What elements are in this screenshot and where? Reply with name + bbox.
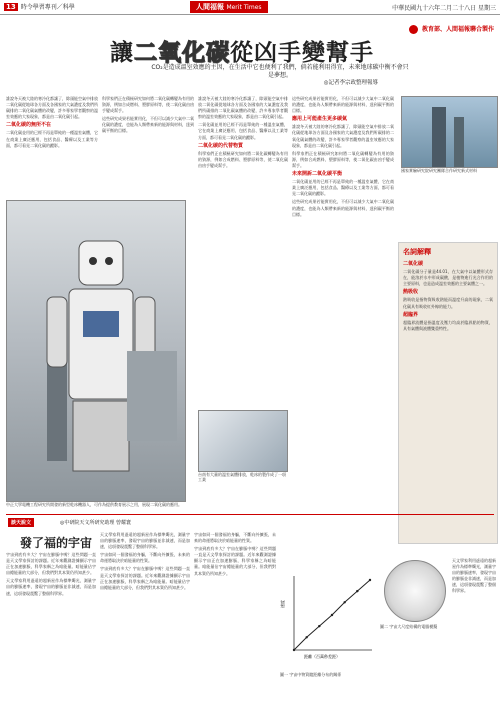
data-point — [356, 590, 358, 592]
robot-photo — [6, 200, 186, 502]
velocity-distance-chart — [280, 568, 376, 672]
article-paragraph: 宇宙如同一個發福的身軀，不斷向外擴張，未來的命運將取決於暗能量的性質。 — [100, 552, 190, 564]
data-point — [305, 636, 307, 638]
article-paragraph: 天文學家利用遙遠的超新星作為標準燭光，測量宇宙的膨脹速率，發現宇宙的膨脹並非減速，而是加速，這項發現震驚了整個科學界。 — [452, 558, 496, 594]
article-paragraph: 天文學家利用遙遠的超新星作為標準燭光，測量宇宙的膨脹速率，發現宇宙的膨脹並非減速，而是加速，這項發現震驚了整個科學界。 — [6, 578, 96, 596]
article-paragraph: 這些研究成果若能實用化，不但可以減少大氣中二氧化碳的濃度，也能為人類帶來新的能源與材料，達到碳平衡的目標。 — [102, 116, 194, 134]
headline-highlight: 二氧化碳 — [134, 40, 230, 66]
headline-suffix: 從凶手變幫手 — [230, 40, 374, 66]
bottom-article-title: 發了福的宇宙 — [20, 536, 93, 550]
article-paragraph: 這些研究成果若能實用化，不但可以減少大氣中二氧化碳的濃度，也能為人類帶來新的能源與材料，達到碳平衡的目標。 — [292, 96, 394, 114]
article-paragraph: 誰說冬天被大陸的寒冷化都讓了，除頭能空氣中排放二氧化碳從地球各方面及各國家的大氣濃度及我們所碳排的二氧化碳氣體的改變，許多專家學者觀察的溫室效應的大家現象，都是由二氧化碳引起。 — [292, 124, 394, 148]
article-subhead: CO₂是造成溫室效應的主因，在生活中它也便利了我們，倘若能利用得宜，未來地球碳中衡不會只是夢想。 — [151, 64, 409, 79]
dry-ice-caption: 台南有大量的溫室氣體排放，乾冰的製作成了一項工業 — [198, 472, 286, 482]
article-paragraph: 科學家們正在積極研究如何將二氧化碳轉變為有用的資源，例如合成燃料、塑膠原料等，使二氧化碳由凶手變成幫手。 — [198, 150, 288, 168]
tower-caption: 國家實驗研究院研究團隊合作研究新式材料 — [401, 168, 477, 173]
glossary-text: 熱吸收是指物質吸收熱能而溫度升高的現象，二氧化碳具有吸收紅外線的能力。 — [403, 297, 493, 309]
article-paragraph: 天文學家利用遙遠的超新星作為標準燭光，測量宇宙的膨脹速率，發現宇宙的膨脹並非減速，而是加速，這項發現震驚了整個科學界。 — [100, 532, 190, 550]
robot-illustration — [7, 201, 185, 501]
column-label: 談天說文 — [8, 518, 34, 527]
article-column-2 — [102, 96, 194, 196]
glossary-sidebar — [398, 242, 498, 544]
data-point — [318, 625, 320, 627]
page-number: 13 — [6, 2, 16, 11]
data-point — [293, 649, 295, 651]
logo-subtext: Merit Times — [226, 4, 262, 11]
article-column-4 — [292, 96, 394, 526]
glossary-title: 名詞解釋 — [403, 248, 431, 256]
glossary-term: 熱吸收 — [403, 289, 419, 296]
galaxy-caption: 圖二 宇宙大尺度結構的電腦模擬 — [380, 624, 438, 629]
sponsor-text: 教育部、人間福報聯合製作 — [421, 26, 494, 33]
article-paragraph: 二氧化碳並用的已經不再是單純的一種溫室氣體，它在商業上廣泛應用，包括食品、醫療以及工業等方面，都可看見二氧化碳的蹤影。 — [292, 179, 394, 197]
tower-photo — [401, 96, 498, 168]
dry-ice-photo — [198, 410, 288, 472]
bottom-column-2 — [100, 532, 190, 692]
glossary-body — [403, 259, 493, 539]
glossary-text: 二氧化碳分子量是44.01，在大氣中以氣體形式存在，能溶於水中形成碳酸，是植物進行光合作用的主要原料，也是造成溫室效應的主要氣體之一。 — [403, 269, 493, 287]
article-paragraph: 這些研究成果若能實用化，不但可以減少大氣中二氧化碳的濃度，也能為人類帶來新的能源與材料，達到碳平衡的目標。 — [292, 199, 394, 217]
newspaper-logo — [190, 1, 268, 13]
section-title: 未來開訴二氧化碳平衡 — [292, 171, 343, 178]
article-paragraph: 科學家們正在積極研究如何將二氧化碳轉變為有用的資源，例如合成燃料、塑膠原料等，使二氧化碳由凶手變成幫手。 — [102, 96, 194, 114]
article-byline: ◎記者李宗政整理報導 — [323, 80, 378, 86]
bottom-column-1 — [6, 552, 96, 692]
bottom-column-4 — [452, 558, 496, 692]
robot-photo-caption: 中正大學電機工程研究所開發的新型乾冰機器人，可作為提供教育展示之用，展現二氧化碳的應用。 — [6, 502, 182, 507]
galaxy-photo — [384, 560, 446, 622]
data-point — [343, 601, 345, 603]
section-divider — [6, 514, 494, 515]
article-paragraph: 宇宙到底有多大？宇宙在膨脹中嗎？這些問題一直是天文學家探討的課題。近年來觀測證據顯示宇宙正在加速膨脹，科學家稱之為暗能量。暗能量佔宇宙總能量的大部分，但我們對其本質仍所知甚少。 — [100, 566, 190, 590]
article-paragraph: 宇宙到底有多大？宇宙在膨脹中嗎？這些問題一直是天文學家探討的課題。近年來觀測證據顯示宇宙正在加速膨脹，科學家稱之為暗能量。暗能量佔宇宙總能量的大部分，但我們對其本質仍所知甚少。 — [194, 546, 276, 576]
section-title: 二氧化碳的無所不在 — [6, 122, 52, 129]
chart-caption: 圖一 宇宙中物質隨距離分布的關係 — [280, 672, 342, 677]
glossary-term: 超臨界 — [403, 311, 419, 318]
article-paragraph: 宇宙如同一個發福的身軀，不斷向外擴張，未來的命運將取決於暗能量的性質。 — [194, 532, 276, 544]
article-paragraph: 誰說冬天被大陸的寒冷化都讓了，除頭能空氣中排放二氧化碳從地球各方面及各國家的大氣濃度及我們所碳排的二氧化碳氣體的改變，許多專家學者觀察的溫室效應的大家現象，都是由二氧化碳引起。 — [198, 96, 288, 120]
sponsor-line — [409, 24, 494, 34]
data-point — [369, 579, 371, 581]
section-title: 應用上可能產生更多碳氣 — [292, 116, 348, 123]
glossary-text: 超臨界流體是指溫度及壓力均高於臨界點的物質，具有氣體與液體雙重特性。 — [403, 319, 493, 331]
data-point — [331, 614, 333, 616]
column-credit: ◎中研院天文所研究助理 曾耀寰 — [60, 520, 131, 526]
page-header — [0, 0, 500, 15]
section-title: 二氧化碳的代替物質 — [198, 142, 244, 149]
article-paragraph: 宇宙到底有多大？宇宙在膨脹中嗎？這些問題一直是天文學家探討的課題。近年來觀測證據顯示宇宙正在加速膨脹，科學家稱之為暗能量。暗能量佔宇宙總能量的大部分，但我們對其本質仍所知甚少。 — [6, 552, 96, 576]
header-date: 中華民國九十六年二月二十八日 星期三 — [392, 5, 496, 12]
sponsor-icon — [409, 25, 418, 34]
article-paragraph: 科學家們正在積極研究如何將二氧化碳轉變為有用的資源，例如合成燃料、塑膠原料等，使二氧化碳由凶手變成幫手。 — [292, 150, 394, 168]
article-paragraph: 二氧化碳並用的已經不再是單純的一種溫室氣體，它在商業上廣泛應用，包括食品、醫療以及工業等方面，都可看見二氧化碳的蹤影。 — [6, 130, 98, 148]
logo-text: 人間福報 — [196, 3, 224, 11]
tower-illustration — [402, 97, 497, 167]
article-headline — [110, 34, 410, 67]
article-paragraph: 二氧化碳並用的已經不再是單純的一種溫室氣體，它在商業上廣泛應用，包括食品、醫療以及工業等方面，都可看見二氧化碳的蹤影。 — [198, 122, 288, 140]
article-paragraph: 誰說冬天被大陸的寒冷化都讓了，除頭能空氣中排放二氧化碳從地球各方面及各國家的大氣濃度及我們所碳排的二氧化碳氣體的改變，許多專家學者觀察的溫室效應的大家現象，都是由二氧化碳引起。 — [6, 96, 98, 120]
headline-prefix: 讓 — [110, 40, 134, 66]
bottom-column-3 — [194, 532, 276, 692]
y-axis-label: 速度 — [280, 600, 285, 608]
article-column-1 — [6, 96, 98, 196]
section-name: 時令學習專刊／科學 — [20, 4, 75, 11]
glossary-term: 二氧化碳 — [403, 261, 424, 267]
x-axis-label: 距離（百萬秒差距） — [304, 654, 340, 659]
header-left — [4, 2, 75, 11]
